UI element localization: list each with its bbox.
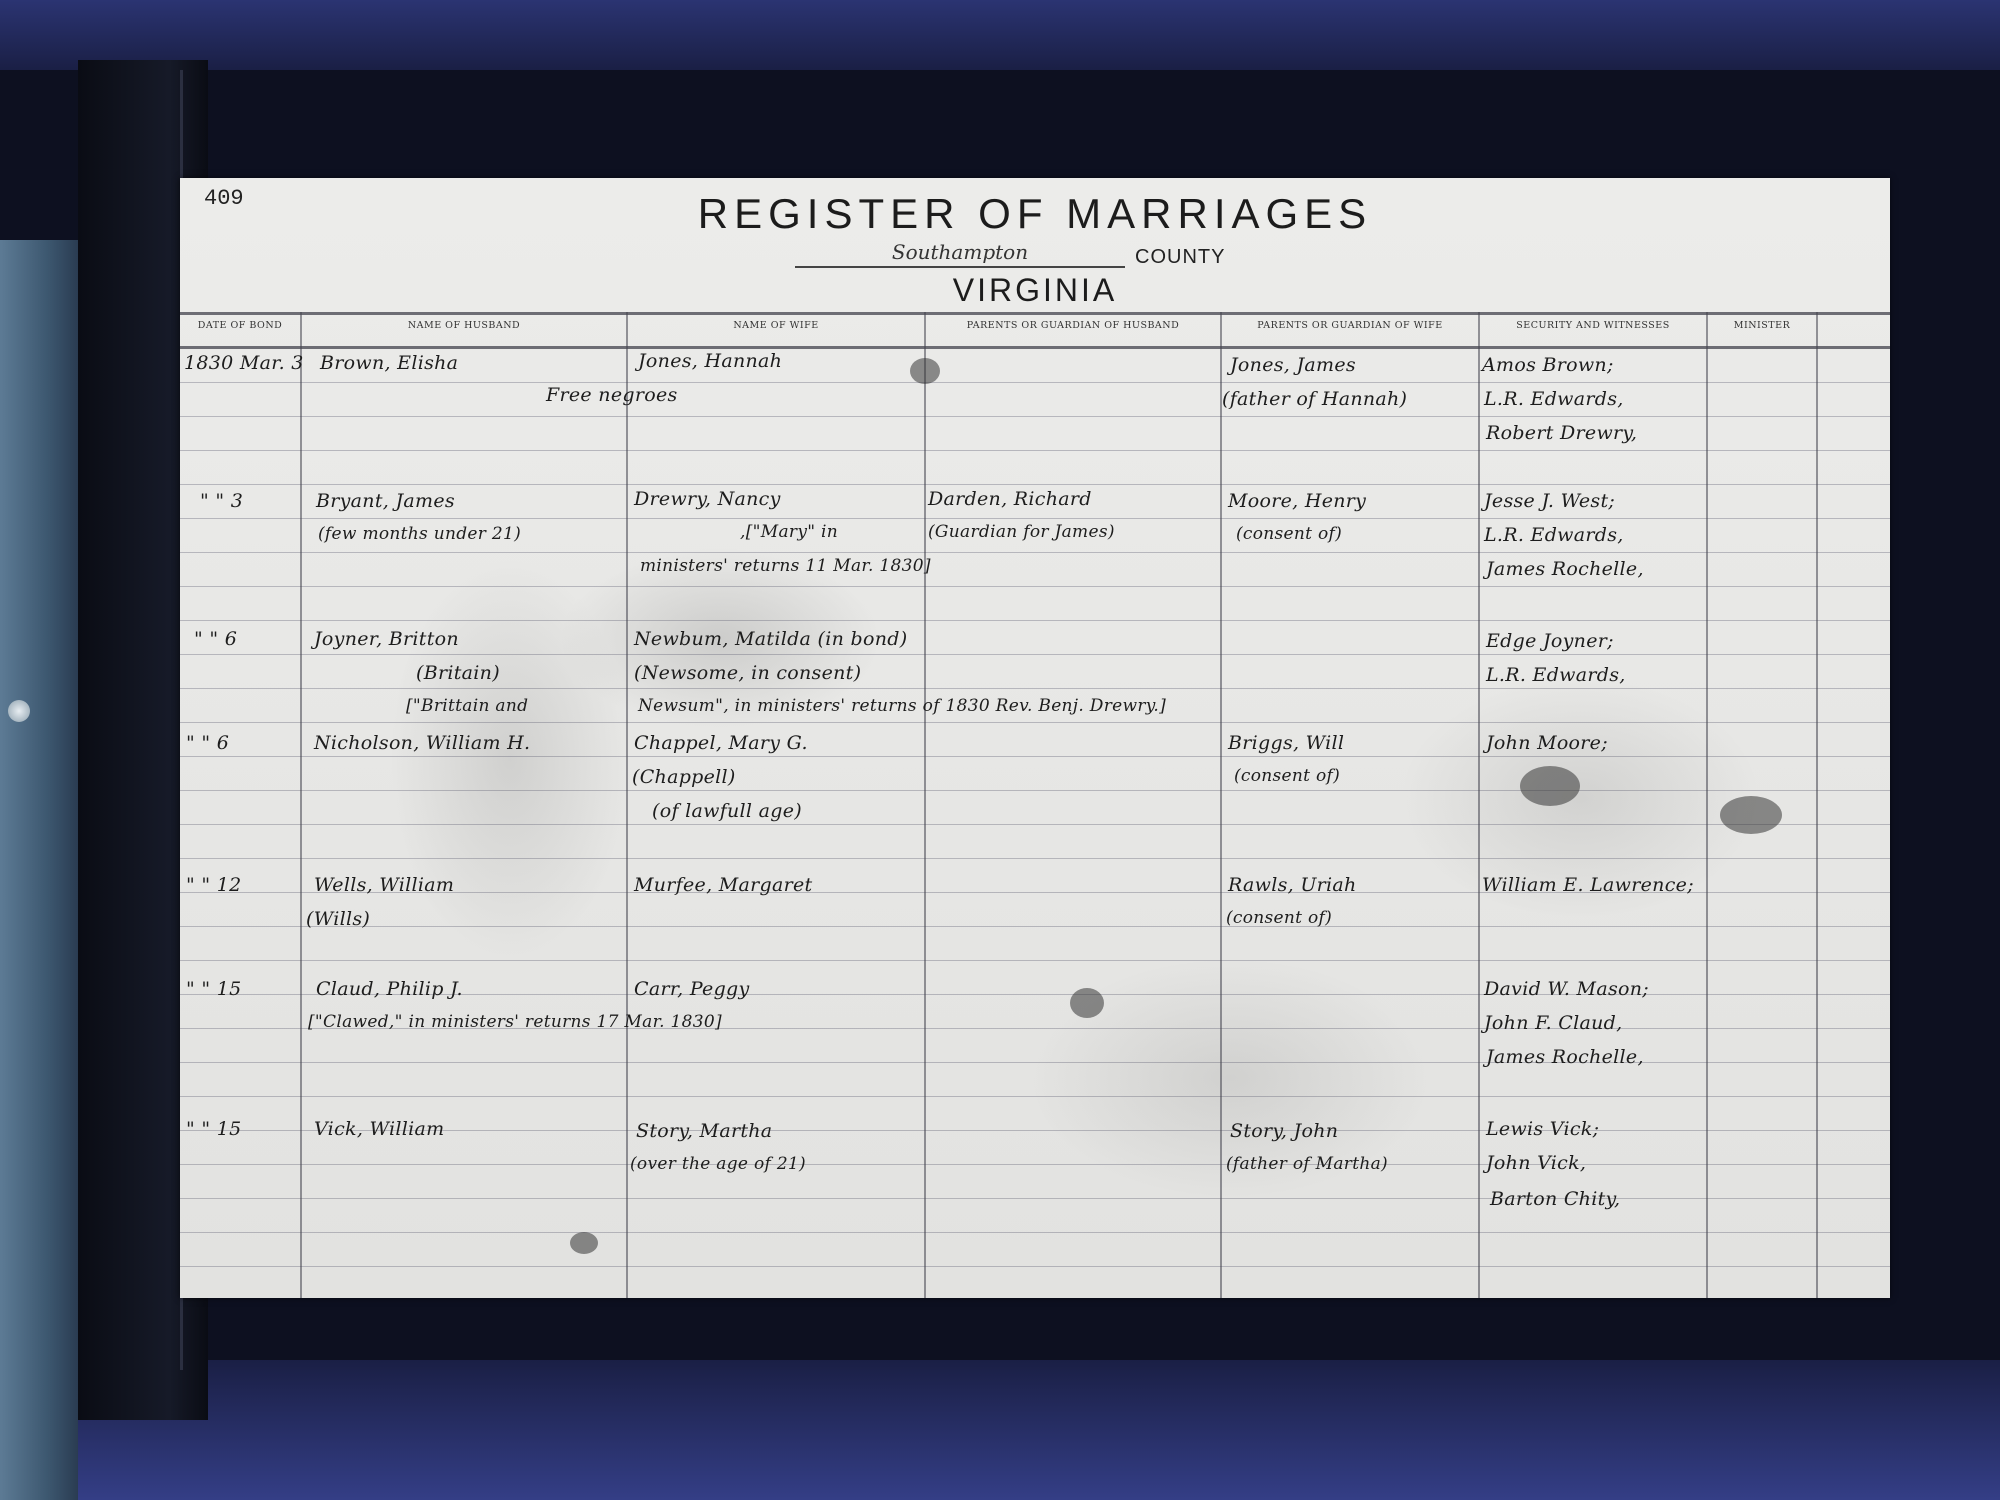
ruled-line bbox=[180, 1164, 1890, 1165]
entry-husband-note: (Wills) bbox=[306, 908, 371, 930]
ink-stain bbox=[1720, 796, 1782, 834]
entry-witness: William E. Lawrence; bbox=[1482, 874, 1694, 896]
entry-husband: Claud, Philip J. bbox=[316, 978, 463, 1000]
screw-icon bbox=[8, 700, 30, 722]
entry-wife-note: (Newsome, in consent) bbox=[634, 662, 862, 684]
ruled-line bbox=[180, 926, 1890, 927]
ruled-line bbox=[180, 484, 1890, 485]
entry-wife-note: (of lawfull age) bbox=[652, 800, 802, 822]
entry-witness: John Moore; bbox=[1486, 732, 1608, 754]
ruled-line bbox=[180, 1198, 1890, 1199]
entry-witness: L.R. Edwards, bbox=[1486, 664, 1626, 686]
entry-husband: Nicholson, William H. bbox=[314, 732, 531, 754]
ink-stain bbox=[570, 1232, 598, 1254]
entry-witness: James Rochelle, bbox=[1486, 1046, 1644, 1068]
entry-wife-parent: Story, John bbox=[1230, 1120, 1339, 1142]
entry-witness: Edge Joyner; bbox=[1486, 630, 1614, 652]
background-bottom bbox=[0, 1360, 2000, 1500]
entry-husband-note: (Britain) bbox=[416, 662, 500, 684]
entry-witness: John F. Claud, bbox=[1484, 1012, 1623, 1034]
entry-witness: Amos Brown; bbox=[1482, 354, 1614, 376]
entry-husband: Joyner, Britton bbox=[314, 628, 459, 650]
ruled-line bbox=[180, 620, 1890, 621]
header-top-rule bbox=[180, 312, 1890, 315]
entry-wife-parent-note: (father of Martha) bbox=[1226, 1154, 1388, 1174]
ruled-line bbox=[180, 1232, 1890, 1233]
ruled-line bbox=[180, 1096, 1890, 1097]
entry-husband: Bryant, James bbox=[316, 490, 455, 512]
ruled-line bbox=[180, 960, 1890, 961]
entry-date: " " 3 bbox=[200, 490, 244, 512]
entry-husband-parent-note: (Guardian for James) bbox=[928, 522, 1115, 542]
ruled-line bbox=[180, 858, 1890, 859]
ruled-line bbox=[180, 688, 1890, 689]
column-rule bbox=[1220, 312, 1222, 1298]
entry-wife: Drewry, Nancy bbox=[634, 488, 781, 510]
entry-witness: L.R. Edwards, bbox=[1484, 388, 1624, 410]
entry-date: " " 15 bbox=[186, 1118, 242, 1140]
ruled-line bbox=[180, 586, 1890, 587]
entry-wife-note: (Chappell) bbox=[632, 766, 736, 788]
column-rule bbox=[300, 312, 302, 1298]
entry-husband-note: ["Brittain and bbox=[406, 696, 529, 716]
column-header-wife-parents: PARENTS OR GUARDIAN OF WIFE bbox=[1257, 320, 1443, 331]
entry-husband: Wells, William bbox=[314, 874, 455, 896]
column-rule bbox=[1816, 312, 1818, 1298]
entry-wife-parent: Briggs, Will bbox=[1228, 732, 1345, 754]
entry-wife-parent-note: (consent of) bbox=[1226, 908, 1333, 928]
entry-wife-parent-note: (consent of) bbox=[1236, 524, 1343, 544]
ink-stain bbox=[910, 358, 940, 384]
column-rule bbox=[626, 312, 628, 1298]
entry-wife-parent: Moore, Henry bbox=[1228, 490, 1367, 512]
entry-wife-parent: Jones, James bbox=[1230, 354, 1356, 376]
entry-witness: Robert Drewry, bbox=[1486, 422, 1638, 444]
entry-wife: Jones, Hannah bbox=[638, 350, 783, 372]
entry-wife-parent-note: (father of Hannah) bbox=[1222, 388, 1408, 410]
entry-witness: Lewis Vick; bbox=[1486, 1118, 1600, 1140]
entry-date: " " 12 bbox=[186, 874, 242, 896]
entry-witness: L.R. Edwards, bbox=[1484, 524, 1624, 546]
entry-wife-note: ,["Mary" in bbox=[740, 522, 839, 542]
background-top bbox=[0, 0, 2000, 70]
entry-witness: James Rochelle, bbox=[1486, 558, 1644, 580]
ruled-line bbox=[180, 450, 1890, 451]
ruled-line bbox=[180, 756, 1890, 757]
entry-wife: Chappel, Mary G. bbox=[634, 732, 808, 754]
column-header-wife: NAME OF WIFE bbox=[733, 320, 819, 331]
register-table bbox=[180, 312, 1890, 1298]
entry-husband: Brown, Elisha bbox=[320, 352, 459, 374]
ink-stain bbox=[1070, 988, 1104, 1018]
ruled-line bbox=[180, 382, 1890, 383]
entry-date: " " 6 bbox=[186, 732, 230, 754]
ruled-line bbox=[180, 722, 1890, 723]
column-rule bbox=[1478, 312, 1480, 1298]
entry-wife: Newbum, Matilda (in bond) bbox=[634, 628, 908, 650]
entry-witness: David W. Mason; bbox=[1484, 978, 1649, 1000]
county-name: Southampton bbox=[795, 240, 1125, 268]
entry-witness: John Vick, bbox=[1486, 1152, 1587, 1174]
entry-husband: Vick, William bbox=[314, 1118, 445, 1140]
entry-date: 1830 Mar. 3 bbox=[184, 352, 304, 374]
entry-wife-note: ministers' returns 11 Mar. 1830] bbox=[640, 556, 931, 576]
entry-date: " " 15 bbox=[186, 978, 242, 1000]
column-header-witnesses: SECURITY AND WITNESSES bbox=[1516, 320, 1670, 331]
ruled-line bbox=[180, 1266, 1890, 1267]
ruled-line bbox=[180, 518, 1890, 519]
entry-wife: Story, Martha bbox=[636, 1120, 773, 1142]
entry-witness: Barton Chity, bbox=[1490, 1188, 1621, 1210]
entry-date: " " 6 bbox=[194, 628, 238, 650]
ruled-line bbox=[180, 824, 1890, 825]
page-number: 409 bbox=[204, 186, 244, 211]
column-header-minister: MINISTER bbox=[1733, 320, 1791, 331]
entry-wife-note: Newsum", in ministers' returns of 1830 Rev. Benj. Drewry.] bbox=[638, 696, 1167, 716]
column-rule bbox=[924, 312, 926, 1298]
entry-note: Free negroes bbox=[546, 384, 678, 406]
header-bottom-rule bbox=[180, 346, 1890, 349]
wooden-board bbox=[0, 240, 78, 1500]
ruled-line bbox=[180, 654, 1890, 655]
column-header-husband-parents: PARENTS OR GUARDIAN OF HUSBAND bbox=[966, 320, 1180, 331]
column-rule bbox=[1706, 312, 1708, 1298]
column-header-husband: NAME OF HUSBAND bbox=[407, 320, 521, 331]
entry-wife-parent: Rawls, Uriah bbox=[1228, 874, 1357, 896]
entry-wife: Murfee, Margaret bbox=[634, 874, 813, 896]
column-header-date: DATE OF BOND bbox=[197, 320, 283, 331]
ruled-line bbox=[180, 416, 1890, 417]
entry-wife-note: (over the age of 21) bbox=[630, 1154, 806, 1174]
ruled-line bbox=[180, 790, 1890, 791]
entry-wife-parent-note: (consent of) bbox=[1234, 766, 1341, 786]
state-name: VIRGINIA bbox=[952, 272, 1118, 308]
entry-husband-parent: Darden, Richard bbox=[928, 488, 1092, 510]
entry-wife: Carr, Peggy bbox=[634, 978, 750, 1000]
entry-husband-note: ["Clawed," in ministers' returns 17 Mar. 1830] bbox=[308, 1012, 722, 1032]
page-title: REGISTER OF MARRIAGES bbox=[697, 190, 1373, 237]
entry-husband-note: (few months under 21) bbox=[318, 524, 522, 544]
ink-stain bbox=[1520, 766, 1580, 806]
register-page bbox=[180, 178, 1890, 1298]
ruled-line bbox=[180, 552, 1890, 553]
entry-witness: Jesse J. West; bbox=[1484, 490, 1616, 512]
county-label: COUNTY bbox=[1135, 246, 1226, 268]
